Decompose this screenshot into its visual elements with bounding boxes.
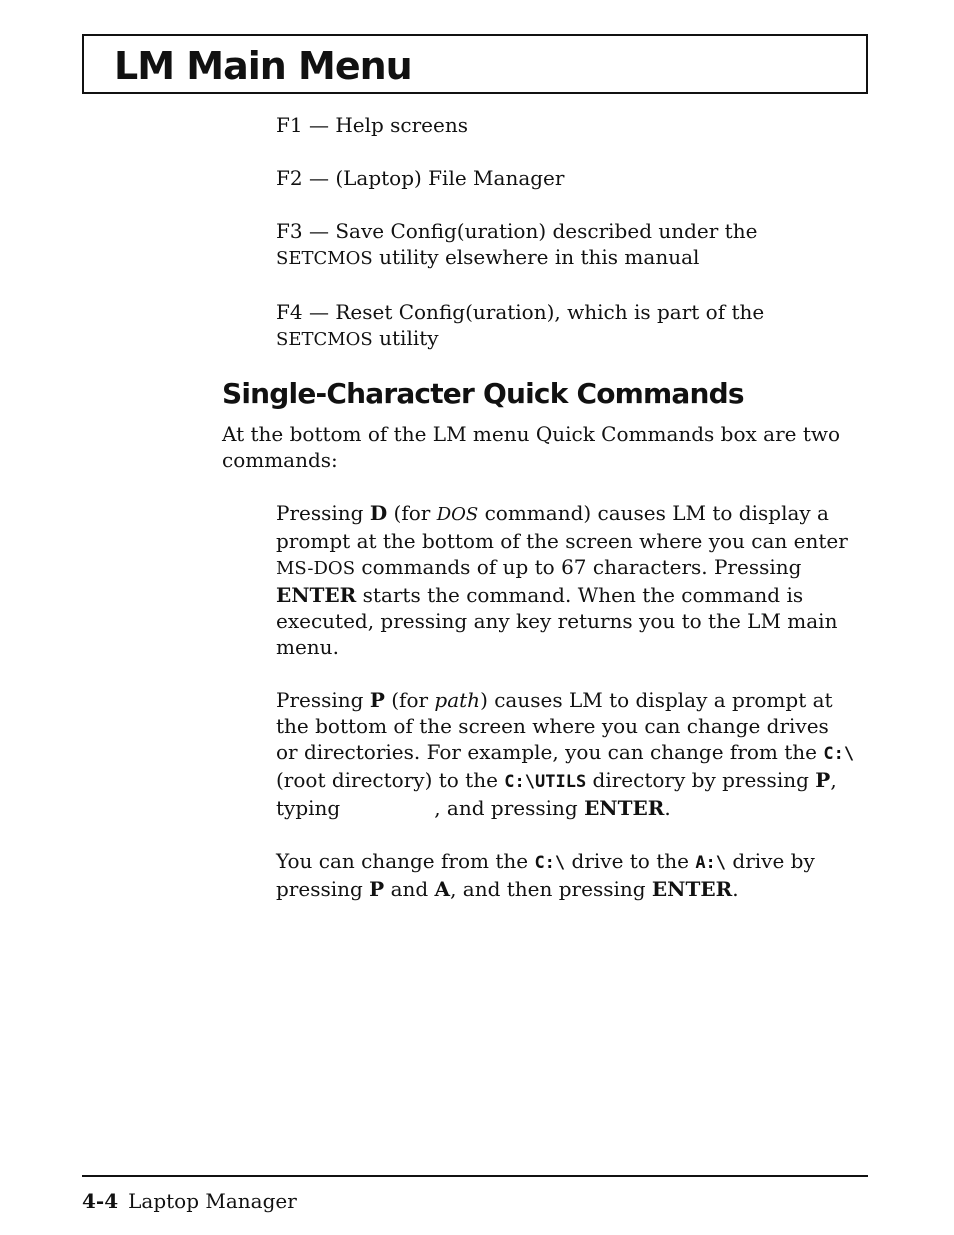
key-label: F1 [276, 113, 303, 137]
key-p-3: P [369, 877, 385, 901]
quick-command-list [276, 500, 856, 929]
list-item-f4 [276, 299, 836, 353]
key-label: F2 [276, 166, 303, 190]
utils-path: C:\UTILS [504, 772, 587, 792]
enter-key: ENTER [584, 796, 665, 820]
key-label: F4 [276, 300, 303, 324]
function-key-list [276, 112, 836, 380]
enter-key: ENTER [651, 877, 733, 901]
utility-name: SETCMOS [276, 329, 373, 350]
list-item-f1 [276, 112, 836, 138]
a-drive-path: A:\ [695, 853, 727, 873]
key-description-cont: utility elsewhere in this manual [372, 245, 700, 269]
key-d: D [369, 501, 388, 525]
page-title-box [82, 34, 868, 94]
key-p: P [369, 688, 385, 712]
key-description: — Save Config(uration) described under the [302, 219, 758, 243]
root-path: C:\ [823, 744, 855, 764]
intro-paragraph: At the bottom of the LM menu Quick Commands box are two commands: [222, 422, 841, 472]
msdos-term: MS-DOS [276, 558, 356, 579]
key-p-2: P [815, 768, 831, 792]
list-item-f3 [276, 218, 836, 272]
chapter-title: Laptop Manager [128, 1189, 297, 1213]
path-term: path [434, 688, 481, 712]
page-number: 4-4 [82, 1189, 119, 1213]
enter-key: ENTER [276, 583, 357, 607]
key-description: — (Laptop) File Manager [302, 166, 565, 190]
key-description-cont: utility [372, 326, 439, 350]
key-a: A [434, 877, 451, 901]
dos-term: DOS [436, 504, 479, 525]
section-heading: Single-Character Quick Commands [222, 377, 744, 410]
command-d-paragraph: Pressing D (for DOS command) causes LM to display a prompt at the bottom of the screen where you can enter MS-DOS commands of up to 67 characters. Pressing ENTER starts the command. When the command is executed, pressing any key returns you to the LM main menu. [276, 501, 848, 659]
command-p-paragraph: Pressing P (for path) causes LM to display a prompt at the bottom of the screen where you can change drives or directories. For example, you can change from the C:\ (root directory) to the C:\UTILS directory by pressing P, typing , and pressing ENTER. [276, 688, 855, 820]
key-label: F3 [276, 219, 303, 243]
list-item-f2 [276, 165, 836, 191]
key-description: — Help screens [302, 113, 468, 137]
utility-name: SETCMOS [276, 248, 373, 269]
page-footer [82, 1188, 297, 1214]
key-description: — Reset Config(uration), which is part of the [302, 300, 765, 324]
footer-divider [82, 1175, 868, 1177]
page-title: LM Main Menu [114, 44, 412, 88]
drive-change-paragraph: You can change from the C:\ drive to the A:\ drive by pressing P and A, and then pressing ENTER. [276, 849, 815, 901]
c-drive-path: C:\ [534, 853, 566, 873]
